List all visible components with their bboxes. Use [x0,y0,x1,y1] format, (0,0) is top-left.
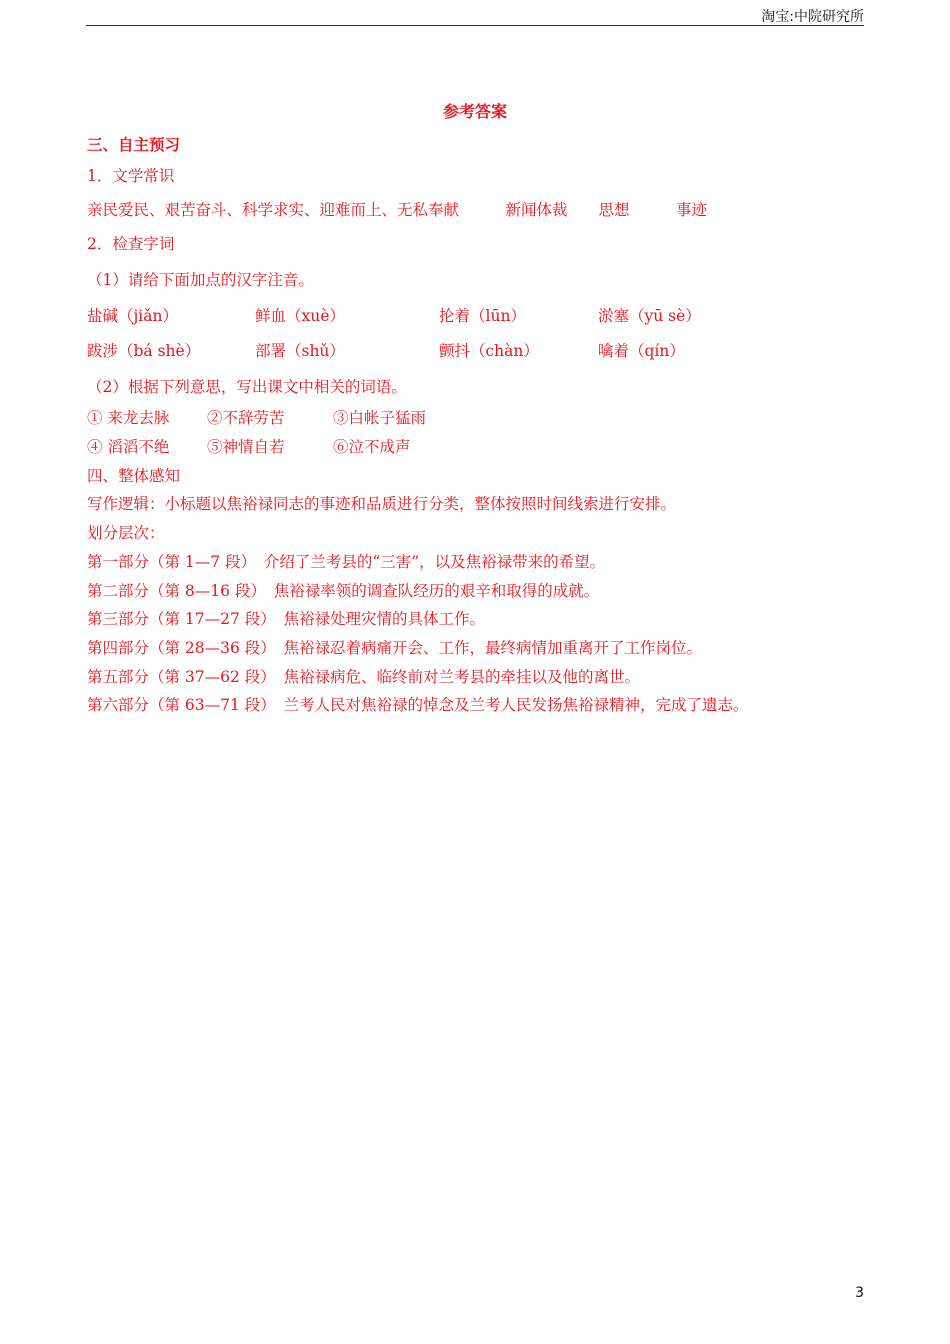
pinyin-item: 抡着（lūn） [439,307,526,325]
word-item: ⑤神情自若 [207,438,285,456]
word-item: ②不辞劳苦 [207,409,285,427]
pinyin-item: 噙着（qín） [598,342,685,360]
layer-part: 第一部分（第 1—7 段） 介绍了兰考县的“三害”，以及焦裕禄带来的希望。 [87,553,606,571]
sub1-heading: （1）请给下面加点的汉字注音。 [87,271,314,289]
section3-heading: 三、自主预习 [87,135,181,154]
pinyin-item: 淤塞（yū sè） [598,307,701,325]
page-number: 3 [855,1285,864,1301]
layer-part: 第三部分（第 17—27 段） 焦裕禄处理灾情的具体工作。 [87,610,486,628]
word-item: ③白帐子猛雨 [333,409,427,427]
sub2-heading: （2）根据下列意思，写出课文中相关的词语。 [87,378,407,396]
header-rule [86,25,864,26]
pinyin-item: 鲜血（xuè） [255,307,345,325]
item2-heading: 2．检查字词 [87,235,175,253]
item1-heading: 1．文学常识 [87,167,175,185]
header-text: 淘宝:中院研究所 [761,9,864,25]
pinyin-item: 盐碱（jiǎn） [87,307,178,325]
word-item: ① 来龙去脉 [87,409,170,427]
section4-heading: 四、整体感知 [87,467,181,485]
answer-title: 参考答案 [442,102,507,121]
layers-heading: 划分层次： [87,524,165,542]
pinyin-item: 部署（shǔ） [255,342,345,360]
item1-answer: 亲民爱民、艰苦奋斗、科学求实、迎难而上、无私奉献 新闻体裁 思想 事迹 [87,201,708,219]
pinyin-item: 跋涉（bá shè） [87,342,201,360]
writing-logic: 写作逻辑：小标题以焦裕禄同志的事迹和品质进行分类，整体按照时间线索进行安排。 [87,495,677,513]
layer-part: 第六部分（第 63—71 段） 兰考人民对焦裕禄的悼念及兰考人民发扬焦裕禄精神，完成了遗志。 [87,696,749,714]
layer-part: 第五部分（第 37—62 段） 焦裕禄病危、临终前对兰考县的牵挂以及他的离世。 [87,668,641,686]
layer-part: 第二部分（第 8—16 段） 焦裕禄率领的调查队经历的艰辛和取得的成就。 [87,582,600,600]
layer-part: 第四部分（第 28—36 段） 焦裕禄忍着病痛开会、工作，最终病情加重离开了工作岗位。 [87,639,703,657]
word-item: ④ 滔滔不绝 [87,438,170,456]
word-item: ⑥泣不成声 [333,438,411,456]
pinyin-item: 颤抖（chàn） [439,342,539,360]
